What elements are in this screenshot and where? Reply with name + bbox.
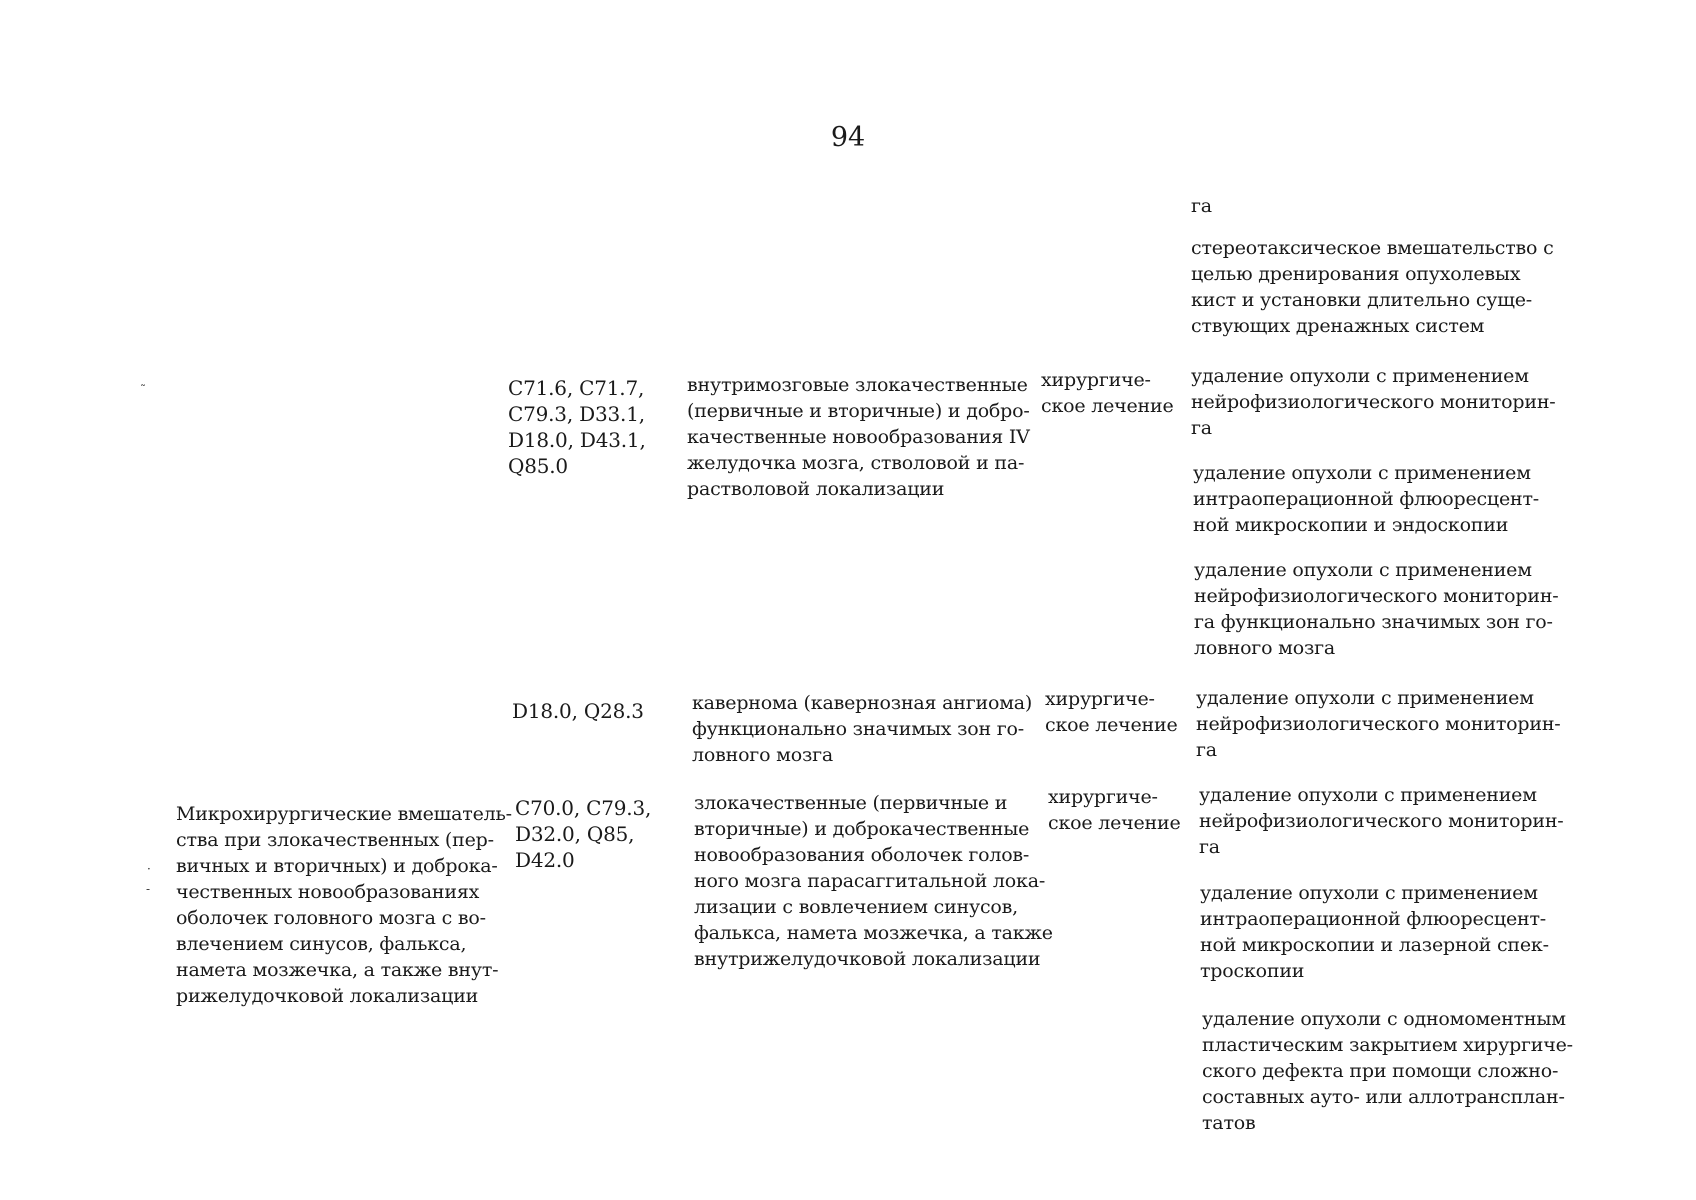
row2-treatment: хирургиче- ское лечение bbox=[1045, 688, 1178, 736]
method-tail: га bbox=[1191, 195, 1212, 217]
method-stereotactic: стереотаксическое вмешательство с целью дренирования опухолевых кист и установки длительно суще- ствующих дренажных систем bbox=[1191, 237, 1554, 337]
row2-method-1: удаление опухоли с применением нейрофизиологического мониторин- га bbox=[1196, 687, 1561, 761]
row3-method-3: удаление опухоли с одномоментным пластическим закрытием хирургиче- ского дефекта при помощи сложно- составных ауто- или аллотрансплан- татов bbox=[1202, 1008, 1573, 1134]
row1-method-3: удаление опухоли с применением нейрофизиологического мониторин- га функционально значимых зон го- ловного мозга bbox=[1194, 559, 1559, 659]
row3-model: злокачественные (первичные и вторичные) и доброкачественные новообразования оболочек голов- ного мозга парасаггитальной лока- лизации с вовлечением синусов, фалькса, намета мозжечка, а также внутрижелудочковой локализации bbox=[694, 792, 1053, 970]
row1-method-2: удаление опухоли с применением интраоперационной флюоресцент- ной микроскопии и эндоскопии bbox=[1193, 462, 1539, 536]
row3-method-2: удаление опухоли с применением интраоперационной флюоресцент- ной микроскопии и лазерной спек- троскопии bbox=[1200, 882, 1549, 982]
row2-codes: D18.0, Q28.3 bbox=[512, 699, 644, 723]
page-number: 94 bbox=[830, 122, 866, 153]
row1-treatment: хирургиче- ское лечение bbox=[1041, 369, 1174, 417]
scan-speck: - bbox=[146, 882, 151, 896]
row1-codes: C71.6, C71.7, C79.3, D33.1, D18.0, D43.1, Q85.0 bbox=[508, 376, 646, 478]
row1-model: внутримозговые злокачественные (первичные и вторичные) и добро- качественные новообразования IV желудочка мозга, стволовой и па- растволовой локализации bbox=[687, 374, 1030, 500]
scan-speck: ˜ bbox=[140, 383, 146, 397]
row3-method-1: удаление опухоли с применением нейрофизиологического мониторин- га bbox=[1199, 784, 1564, 858]
scan-speck: · bbox=[147, 862, 151, 876]
row3-intervention-name: Микрохирургические вмешатель- ства при злокачественных (пер- вичных и вторичных) и доброка- чественных новообразованиях оболочек головного мозга с во- влечением синусов, фалькса, намета мозжечка, а также внут- рижелудочковой локализации bbox=[176, 803, 512, 1007]
row2-model: кавернома (кавернозная ангиома) функционально значимых зон го- ловного мозга bbox=[692, 692, 1033, 766]
row1-method-1: удаление опухоли с применением нейрофизиологического мониторин- га bbox=[1191, 365, 1556, 439]
row3-treatment: хирургиче- ское лечение bbox=[1048, 786, 1181, 834]
row3-codes: C70.0, C79.3, D32.0, Q85, D42.0 bbox=[515, 796, 652, 872]
